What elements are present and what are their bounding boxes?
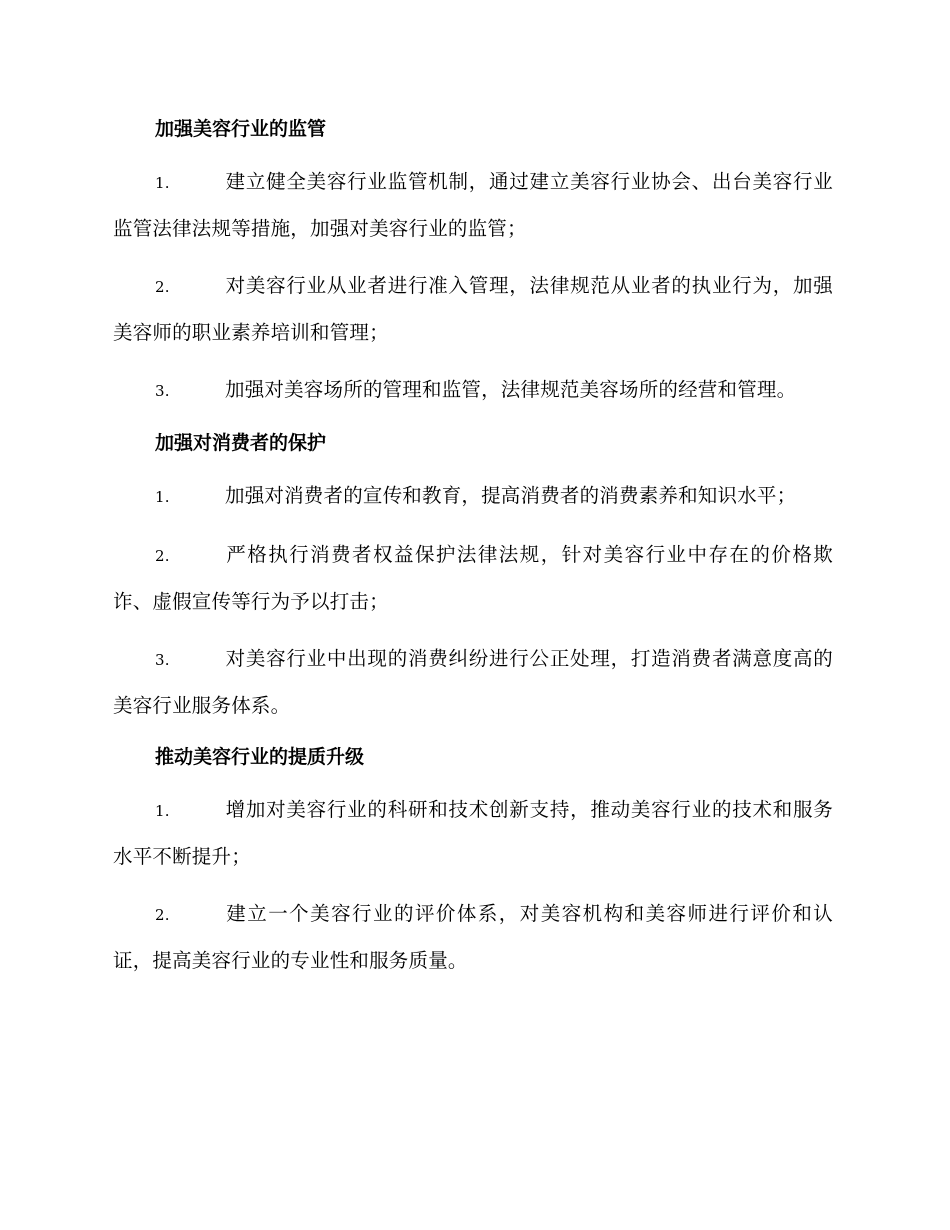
list-item <box>113 367 833 414</box>
list-item <box>113 159 833 251</box>
item-text: 建立一个美容行业的评价体系，对美容机构和美容师进行评价和认证，提高美容行业的专业性和服务质量。 <box>113 902 833 972</box>
item-number: 1. <box>155 174 170 192</box>
item-number: 3. <box>155 651 170 669</box>
section-consumer-protection <box>113 426 833 728</box>
item-text: 对美容行业中出现的消费纠纷进行公正处理，打造消费者满意度高的美容行业服务体系。 <box>113 647 833 717</box>
item-text: 建立健全美容行业监管机制，通过建立美容行业协会、出台美容行业监管法律法规等措施，加强对美容行业的监管； <box>113 170 833 240</box>
item-number: 1. <box>155 488 170 506</box>
list-item <box>113 891 833 983</box>
item-number: 2. <box>155 278 170 296</box>
section-title: 推动美容行业的提质升级 <box>155 746 365 768</box>
section-title: 加强对消费者的保护 <box>155 432 327 454</box>
document-page <box>113 112 833 995</box>
item-number: 3. <box>155 382 170 400</box>
section-title: 加强美容行业的监管 <box>155 118 327 140</box>
list-item <box>113 636 833 728</box>
list-item <box>113 473 833 520</box>
item-number: 2. <box>155 547 170 565</box>
item-text: 增加对美容行业的科研和技术创新支持，推动美容行业的技术和服务水平不断提升； <box>113 798 833 868</box>
list-item <box>113 263 833 355</box>
section-upgrade <box>113 740 833 983</box>
list-item <box>113 532 833 624</box>
section-regulation <box>113 112 833 414</box>
list-item <box>113 787 833 879</box>
item-text: 加强对美容场所的管理和监管，法律规范美容场所的经营和管理。 <box>225 378 797 401</box>
item-number: 1. <box>155 802 170 820</box>
item-text: 对美容行业从业者进行准入管理，法律规范从业者的执业行为，加强美容师的职业素养培训和管理； <box>113 274 833 344</box>
item-number: 2. <box>155 906 170 924</box>
item-text: 严格执行消费者权益保护法律法规，针对美容行业中存在的价格欺诈、虚假宣传等行为予以打击； <box>113 543 833 613</box>
item-text: 加强对消费者的宣传和教育，提高消费者的消费素养和知识水平； <box>225 484 797 507</box>
